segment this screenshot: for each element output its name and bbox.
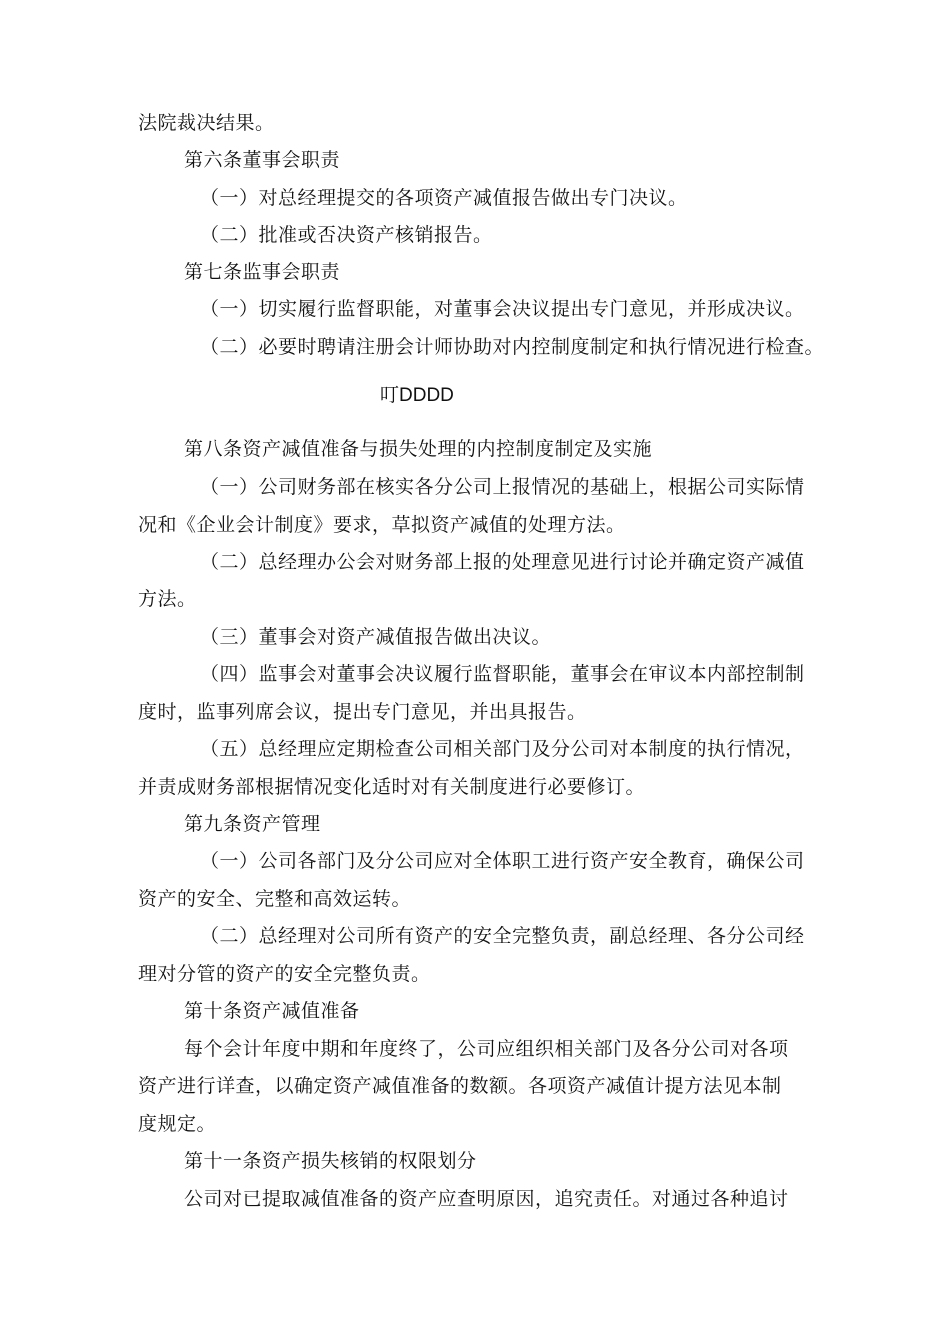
paragraph-line: 法院裁决结果。 bbox=[138, 112, 275, 134]
paragraph-line: 度规定。 bbox=[138, 1113, 217, 1135]
article-heading: 第九条资产管理 bbox=[184, 813, 321, 835]
paragraph-line: （五）总经理应定期检查公司相关部门及分公司对本制度的执行情况， bbox=[200, 738, 805, 760]
article-heading: 第十条资产减值准备 bbox=[184, 1000, 360, 1022]
paragraph-line: （一）公司财务部在核实各分公司上报情况的基础上，根据公司实际情 bbox=[200, 476, 805, 498]
article-heading: 第七条监事会职责 bbox=[184, 261, 341, 283]
paragraph-line: （二）必要时聘请注册会计师协助对内控制度制定和执行情况进行检查。 bbox=[200, 336, 825, 358]
paragraph-line: 理对分管的资产的安全完整负责。 bbox=[138, 963, 431, 985]
paragraph-line: 况和《企业会计制度》要求，草拟资产减值的处理方法。 bbox=[138, 514, 626, 536]
paragraph-line: 资产进行详查，以确定资产减值准备的数额。各项资产减值计提方法见本制 bbox=[138, 1075, 782, 1097]
article-heading: 第十一条资产损失核销的权限划分 bbox=[184, 1150, 477, 1172]
paragraph-line: 资产的安全、完整和高效运转。 bbox=[138, 888, 412, 910]
paragraph-line: （二）总经理办公会对财务部上报的处理意见进行讨论并确定资产减值 bbox=[200, 551, 805, 573]
paragraph-line: （四）监事会对董事会决议履行监督职能，董事会在审议本内部控制制 bbox=[200, 663, 805, 685]
paragraph-line: （一）对总经理提交的各项资产减值报告做出专门决议。 bbox=[200, 187, 688, 209]
paragraph-line: （一）切实履行监督职能，对董事会决议提出专门意见，并形成决议。 bbox=[200, 298, 805, 320]
paragraph-line: （二）总经理对公司所有资产的安全完整负责，副总经理、各分公司经 bbox=[200, 925, 805, 947]
article-heading: 第八条资产减值准备与损失处理的内控制度制定及实施 bbox=[184, 438, 653, 460]
paragraph-line: 每个会计年度中期和年度终了，公司应组织相关部门及各分公司对各项 bbox=[184, 1038, 789, 1060]
paragraph-line: 并责成财务部根据情况变化适时对有关制度进行必要修订。 bbox=[138, 776, 646, 798]
paragraph-line: （二）批准或否决资产核销报告。 bbox=[200, 224, 493, 246]
paragraph-line: （三）董事会对资产减值报告做出决议。 bbox=[200, 626, 552, 648]
paragraph-line: 公司对已提取减值准备的资产应查明原因，追究责任。对通过各种追讨 bbox=[184, 1188, 789, 1210]
paragraph-line: （一）公司各部门及分公司应对全体职工进行资产安全教育，确保公司 bbox=[200, 850, 805, 872]
article-heading: 第六条董事会职责 bbox=[184, 149, 341, 171]
paragraph-line: 方法。 bbox=[138, 588, 197, 610]
paragraph-line: 度时，监事列席会议，提出专门意见，并出具报告。 bbox=[138, 701, 587, 723]
garbled-text-mark: 叮DDDD bbox=[380, 385, 454, 406]
